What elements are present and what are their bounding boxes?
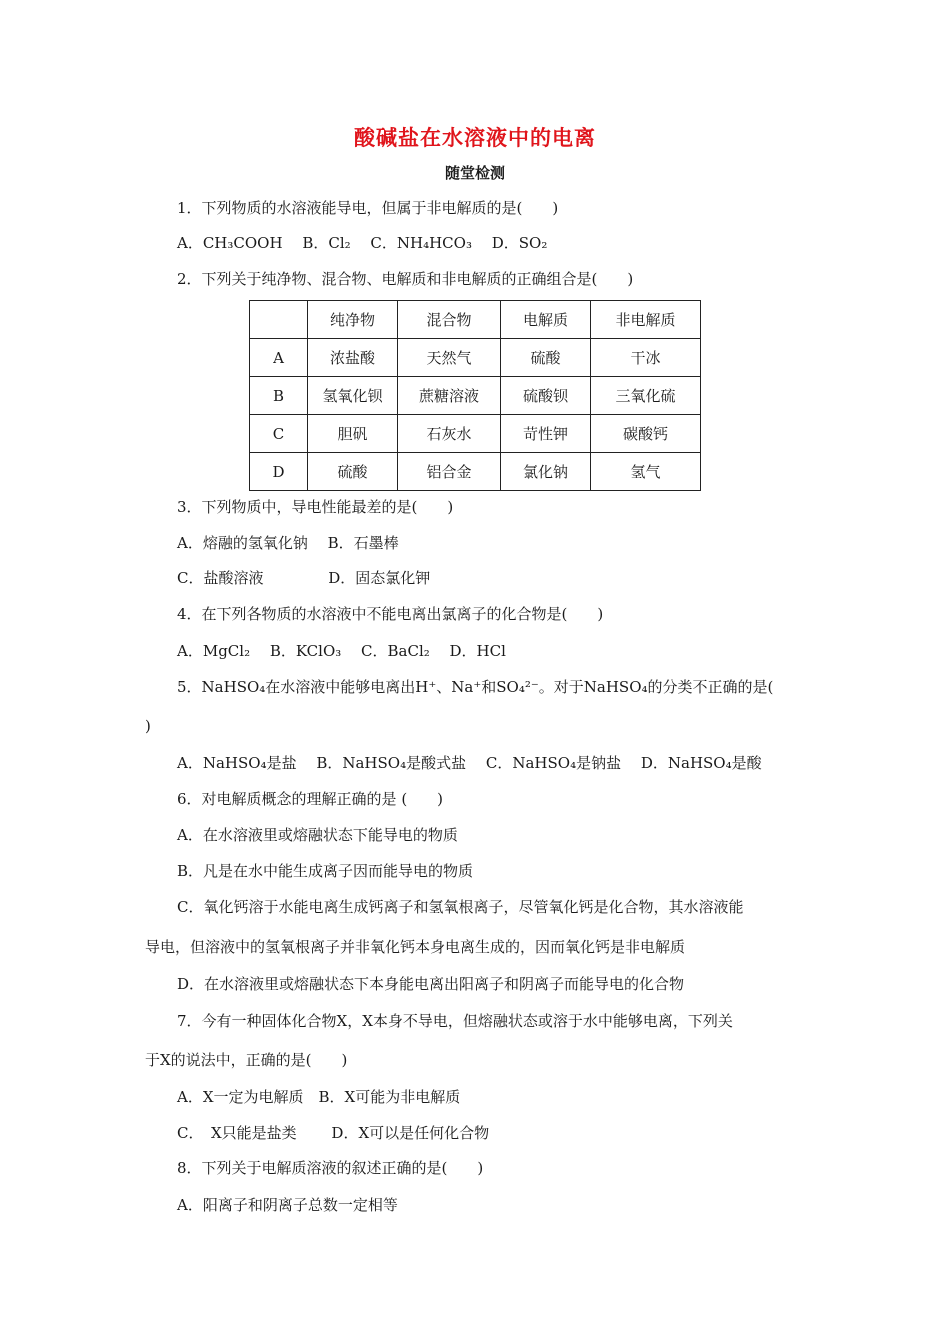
table-cell: 铝合金 [398,453,501,491]
table-cell: 氢气 [591,453,701,491]
table-header-cell: 非电解质 [591,301,701,339]
table-cell: 氢氧化钡 [308,377,398,415]
table-row [250,415,701,453]
question-3-options-cd: C．盐酸溶液 D．固态氯化钾 [177,569,431,587]
question-4-stem: 4．在下列各物质的水溶液中不能电离出氯离子的化合物是( ) [177,605,604,623]
table-cell: 硫酸 [501,339,591,377]
table-row [250,453,701,491]
table-row [250,339,701,377]
question-3-options-ab: A．熔融的氢氧化钠 B．石墨棒 [177,534,399,552]
classification-table [249,300,701,491]
question-3-stem: 3．下列物质中，导电性能最差的是( ) [177,498,454,516]
table-cell: B [250,377,308,415]
table-header-cell: 电解质 [501,301,591,339]
question-6-option-a: A．在水溶液里或熔融状态下能导电的物质 [177,826,458,844]
table-cell: A [250,339,308,377]
table-header-row [250,301,701,339]
table-cell: 苛性钾 [501,415,591,453]
table-cell: D [250,453,308,491]
question-5-options: A．NaHSO₄是盐 B．NaHSO₄是酸式盐 C．NaHSO₄是钠盐 D．NaHSO₄是酸 [177,754,762,772]
table-row [250,377,701,415]
question-6-option-b: B．凡是在水中能生成离子因而能导电的物质 [177,862,474,880]
question-2-stem: 2．下列关于纯净物、混合物、电解质和非电解质的正确组合是( ) [177,270,634,288]
table-cell: 浓盐酸 [308,339,398,377]
question-5-stem-continued: ) [145,717,151,735]
table-cell: 蔗糖溶液 [398,377,501,415]
question-7-stem: 7．今有一种固体化合物X，X本身不导电，但熔融状态或溶于水中能够电离，下列关 [177,1012,733,1030]
question-6-stem: 6．对电解质概念的理解正确的是 ( ) [177,790,444,808]
question-1-stem: 1．下列物质的水溶液能导电，但属于非电解质的是( ) [177,199,559,217]
question-8-stem: 8．下列关于电解质溶液的叙述正确的是( ) [177,1159,484,1177]
table-cell: 硫酸 [308,453,398,491]
question-6-option-c-continued: 导电，但溶液中的氢氧根离子并非氧化钙本身电离生成的，因而氧化钙是非电解质 [145,938,686,956]
table-header-cell: 混合物 [398,301,501,339]
table-cell: C [250,415,308,453]
table-header-cell [250,301,308,339]
table-header-cell: 纯净物 [308,301,398,339]
question-6-option-d: D．在水溶液里或熔融状态下本身能电离出阳离子和阴离子而能导电的化合物 [177,975,685,993]
page-title: 酸碱盐在水溶液中的电离 [354,125,596,150]
table-cell: 氯化钠 [501,453,591,491]
question-7-stem-continued: 于X的说法中，正确的是( ) [145,1051,348,1069]
question-4-options: A．MgCl₂ B．KClO₃ C．BaCl₂ D．HCl [177,642,506,660]
question-7-options-ab: A．X一定为电解质 B．X可能为非电解质 [177,1088,461,1106]
question-1-options: A．CH₃COOH B．Cl₂ C．NH₄HCO₃ D．SO₂ [177,234,548,252]
question-6-option-c: C．氧化钙溶于水能电离生成钙离子和氢氧根离子，尽管氧化钙是化合物，其水溶液能 [177,898,744,916]
table-cell: 干冰 [591,339,701,377]
table-cell: 胆矾 [308,415,398,453]
section-subtitle: 随堂检测 [444,164,505,182]
table-cell: 石灰水 [398,415,501,453]
question-5-stem: 5．NaHSO₄在水溶液中能够电离出H⁺、Na⁺和SO₄²⁻。对于NaHSO₄的分类不正确的是( [177,678,774,696]
table-cell: 三氧化硫 [591,377,701,415]
table-cell: 碳酸钙 [591,415,701,453]
question-7-options-cd: C． X只能是盐类 D．X可以是任何化合物 [177,1124,490,1142]
table-cell: 天然气 [398,339,501,377]
question-8-option-a: A．阳离子和阴离子总数一定相等 [177,1196,398,1214]
table-cell: 硫酸钡 [501,377,591,415]
